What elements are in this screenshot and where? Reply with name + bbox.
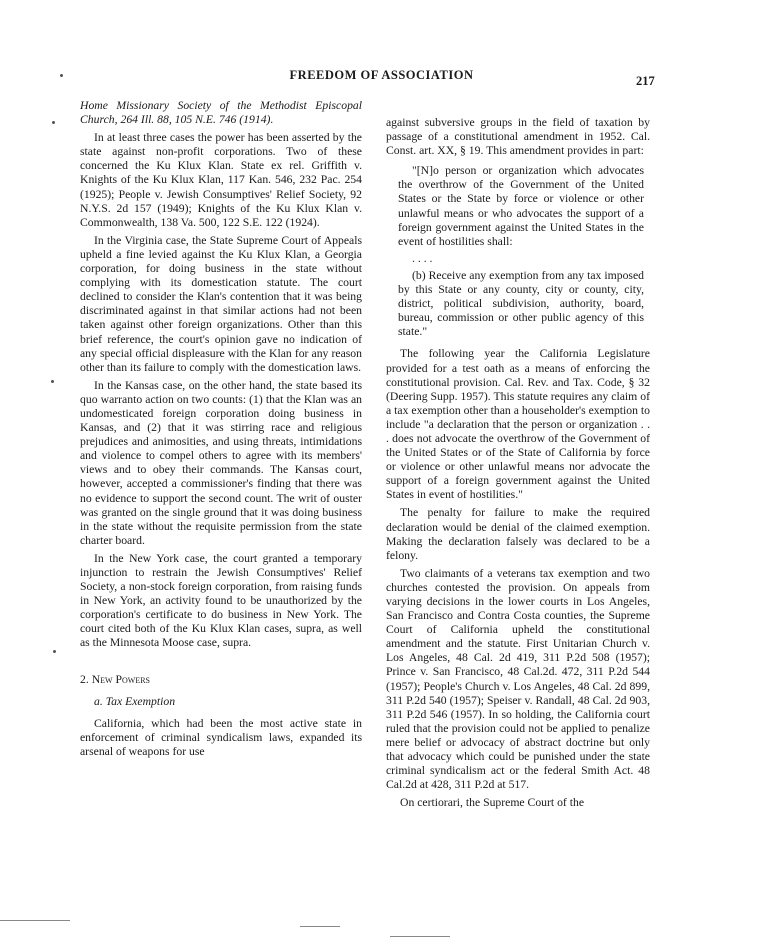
left-paragraph-3: In the Virginia case, the State Supreme Court of Appeals upheld a fine levied against the Ku Klux Klan, a Georgia corporation, for doing business in the state without complying with its domestication statute. The court declined to consider the Klan's contention that it was being discriminated against in that similar actions had not been taken against other foreign organizations. Other than this brief reference, the court's opinion gave no indication of any special official displeasure with the Klan for any reason other than its failure to comply with the domestication laws. — [80, 233, 362, 374]
subsection-heading: a. Tax Exemption — [94, 694, 176, 708]
page-number: 217 — [636, 74, 655, 88]
right-paragraph-4: Two claimants of a veterans tax exemption and two churches contested the provision. On appeals from varying decisions in the lower courts in Los Angeles, San Francisco and Contra Costa counties, the Supreme Court of California upheld the constitutional amendment and the statute. First Unitarian Church v. Los Angeles, 48 Cal. 2d 419, 311 P.2d 508 (1957); Prince v. San Francisco, 48 Cal.2d. 472, 311 P.2d 544 (1957); People's Church v. Los Angeles, 48 Cal. 2d 899, 311 P.2d 540 (1957); Speiser v. Randall, 48 Cal. 2d 903, 311 P.2d 546 (1957). In so holding, the California court ruled that the provision could not be applied to penalize mere belief or advocacy of abstract doctrine but only that advocacy which could be punished under the state criminal syndicalism act or the federal Smith Act. 48 Cal.2d at 428, 311 P.2d at 517. — [386, 566, 650, 792]
quote-ellipsis: . . . . — [412, 251, 433, 265]
right-paragraph-2: The following year the California Legislature provided for a test oath as a means of enforcing the constitutional provision. Cal. Rev. and Tax. Code, § 32 (Deering Supp. 1957). This statute requires any claim of a tax exemption other than a householder's exemption to include "a declaration that the person or organization . . . does not advocate the overthrow of the Government of the United States or of the State of California by force or violence or other unlawful means nor advocate the support of a foreign government against the United States in event of hostilities." — [386, 347, 650, 502]
scan-mark — [51, 380, 54, 383]
quote-paragraph-2: (b) Receive any exemption from any tax imposed by this State or any county, city or county, city, district, political subdivision, authority, board, bureau, commission or other public agency of this state." — [398, 268, 644, 339]
quote-paragraph-1: "[N]o person or organization which advocates the overthrow of the Government of the United States or the State by force or violence or other unlawful means or who advocates the support of a foreign government against the United States in the event of hostilities shall: — [398, 164, 644, 248]
scan-edge-line — [300, 926, 340, 927]
scan-mark — [52, 121, 55, 124]
running-head: FREEDOM OF ASSOCIATION — [289, 68, 474, 82]
section-title: New Powers — [91, 672, 150, 686]
section-heading — [80, 673, 362, 687]
right-paragraph-5: On certiorari, the Supreme Court of the — [400, 796, 585, 810]
scan-edge-line — [0, 920, 70, 921]
scan-edge-line — [390, 936, 450, 937]
right-column — [386, 116, 650, 814]
left-paragraph-4: In the Kansas case, on the other hand, the state based its quo warranto action on two counts: (1) that the Klan was an undomesticated foreign corporation doing business in Kansas, and (2) that it was stirring race and religious prejudices and animosities, and using threats, intimidations and violence to compel others to agree with its members' views and to obey their commands. The Kansas court, however, accepted a commissioner's finding that there was no evidence to support the second count. The writ of ouster was granted on the single ground that it was doing business in the state without the requisite permission from the state charter board. — [80, 378, 362, 547]
left-paragraph-5: In the New York case, the court granted a temporary injunction to restrain the Jewish Consumptives' Relief Society, a non-stock foreign corporation, from raising funds in New York, an activity found to be unauthorized by the corporation's certificate to do business in New York. The court cited both of the Ku Klux Klan cases, supra, as well as the Minnesota Moose case, supra. — [80, 551, 362, 650]
scan-mark — [53, 650, 56, 653]
scan-mark — [60, 74, 63, 77]
right-paragraph-1: against subversive groups in the field of taxation by passage of a constitutional amendment in 1952. Cal. Const. art. XX, § 19. This amendment provides in part: — [386, 116, 650, 158]
left-paragraph-1: Home Missionary Society of the Methodist Episcopal Church, 264 Ill. 88, 105 N.E. 746 (1914). — [80, 99, 362, 127]
section-number: 2. — [80, 672, 89, 686]
block-quote — [398, 164, 644, 339]
right-paragraph-3: The penalty for failure to make the required declaration would be denial of the claimed exemption. Making the declaration falsely was declared to be a felony. — [386, 506, 650, 562]
left-paragraph-6: California, which had been the most active state in enforcement of criminal syndicalism laws, expanded its arsenal of weapons for use — [80, 716, 362, 758]
left-paragraph-2: In at least three cases the power has been asserted by the state against non-profit corporations. Two of these concerned the Ku Klux Klan. State ex rel. Griffith v. Knights of the Ku Klux Klan, 117 Kan. 546, 232 Pac. 254 (1925); People v. Jewish Consumptives' Relief Society, 92 N.Y.S. 2d 157 (1949); Knights of the Ku Klux Klan v. Commonwealth, 138 Va. 500, 122 S.E. 122 (1924). — [80, 131, 362, 229]
left-column — [80, 99, 362, 763]
